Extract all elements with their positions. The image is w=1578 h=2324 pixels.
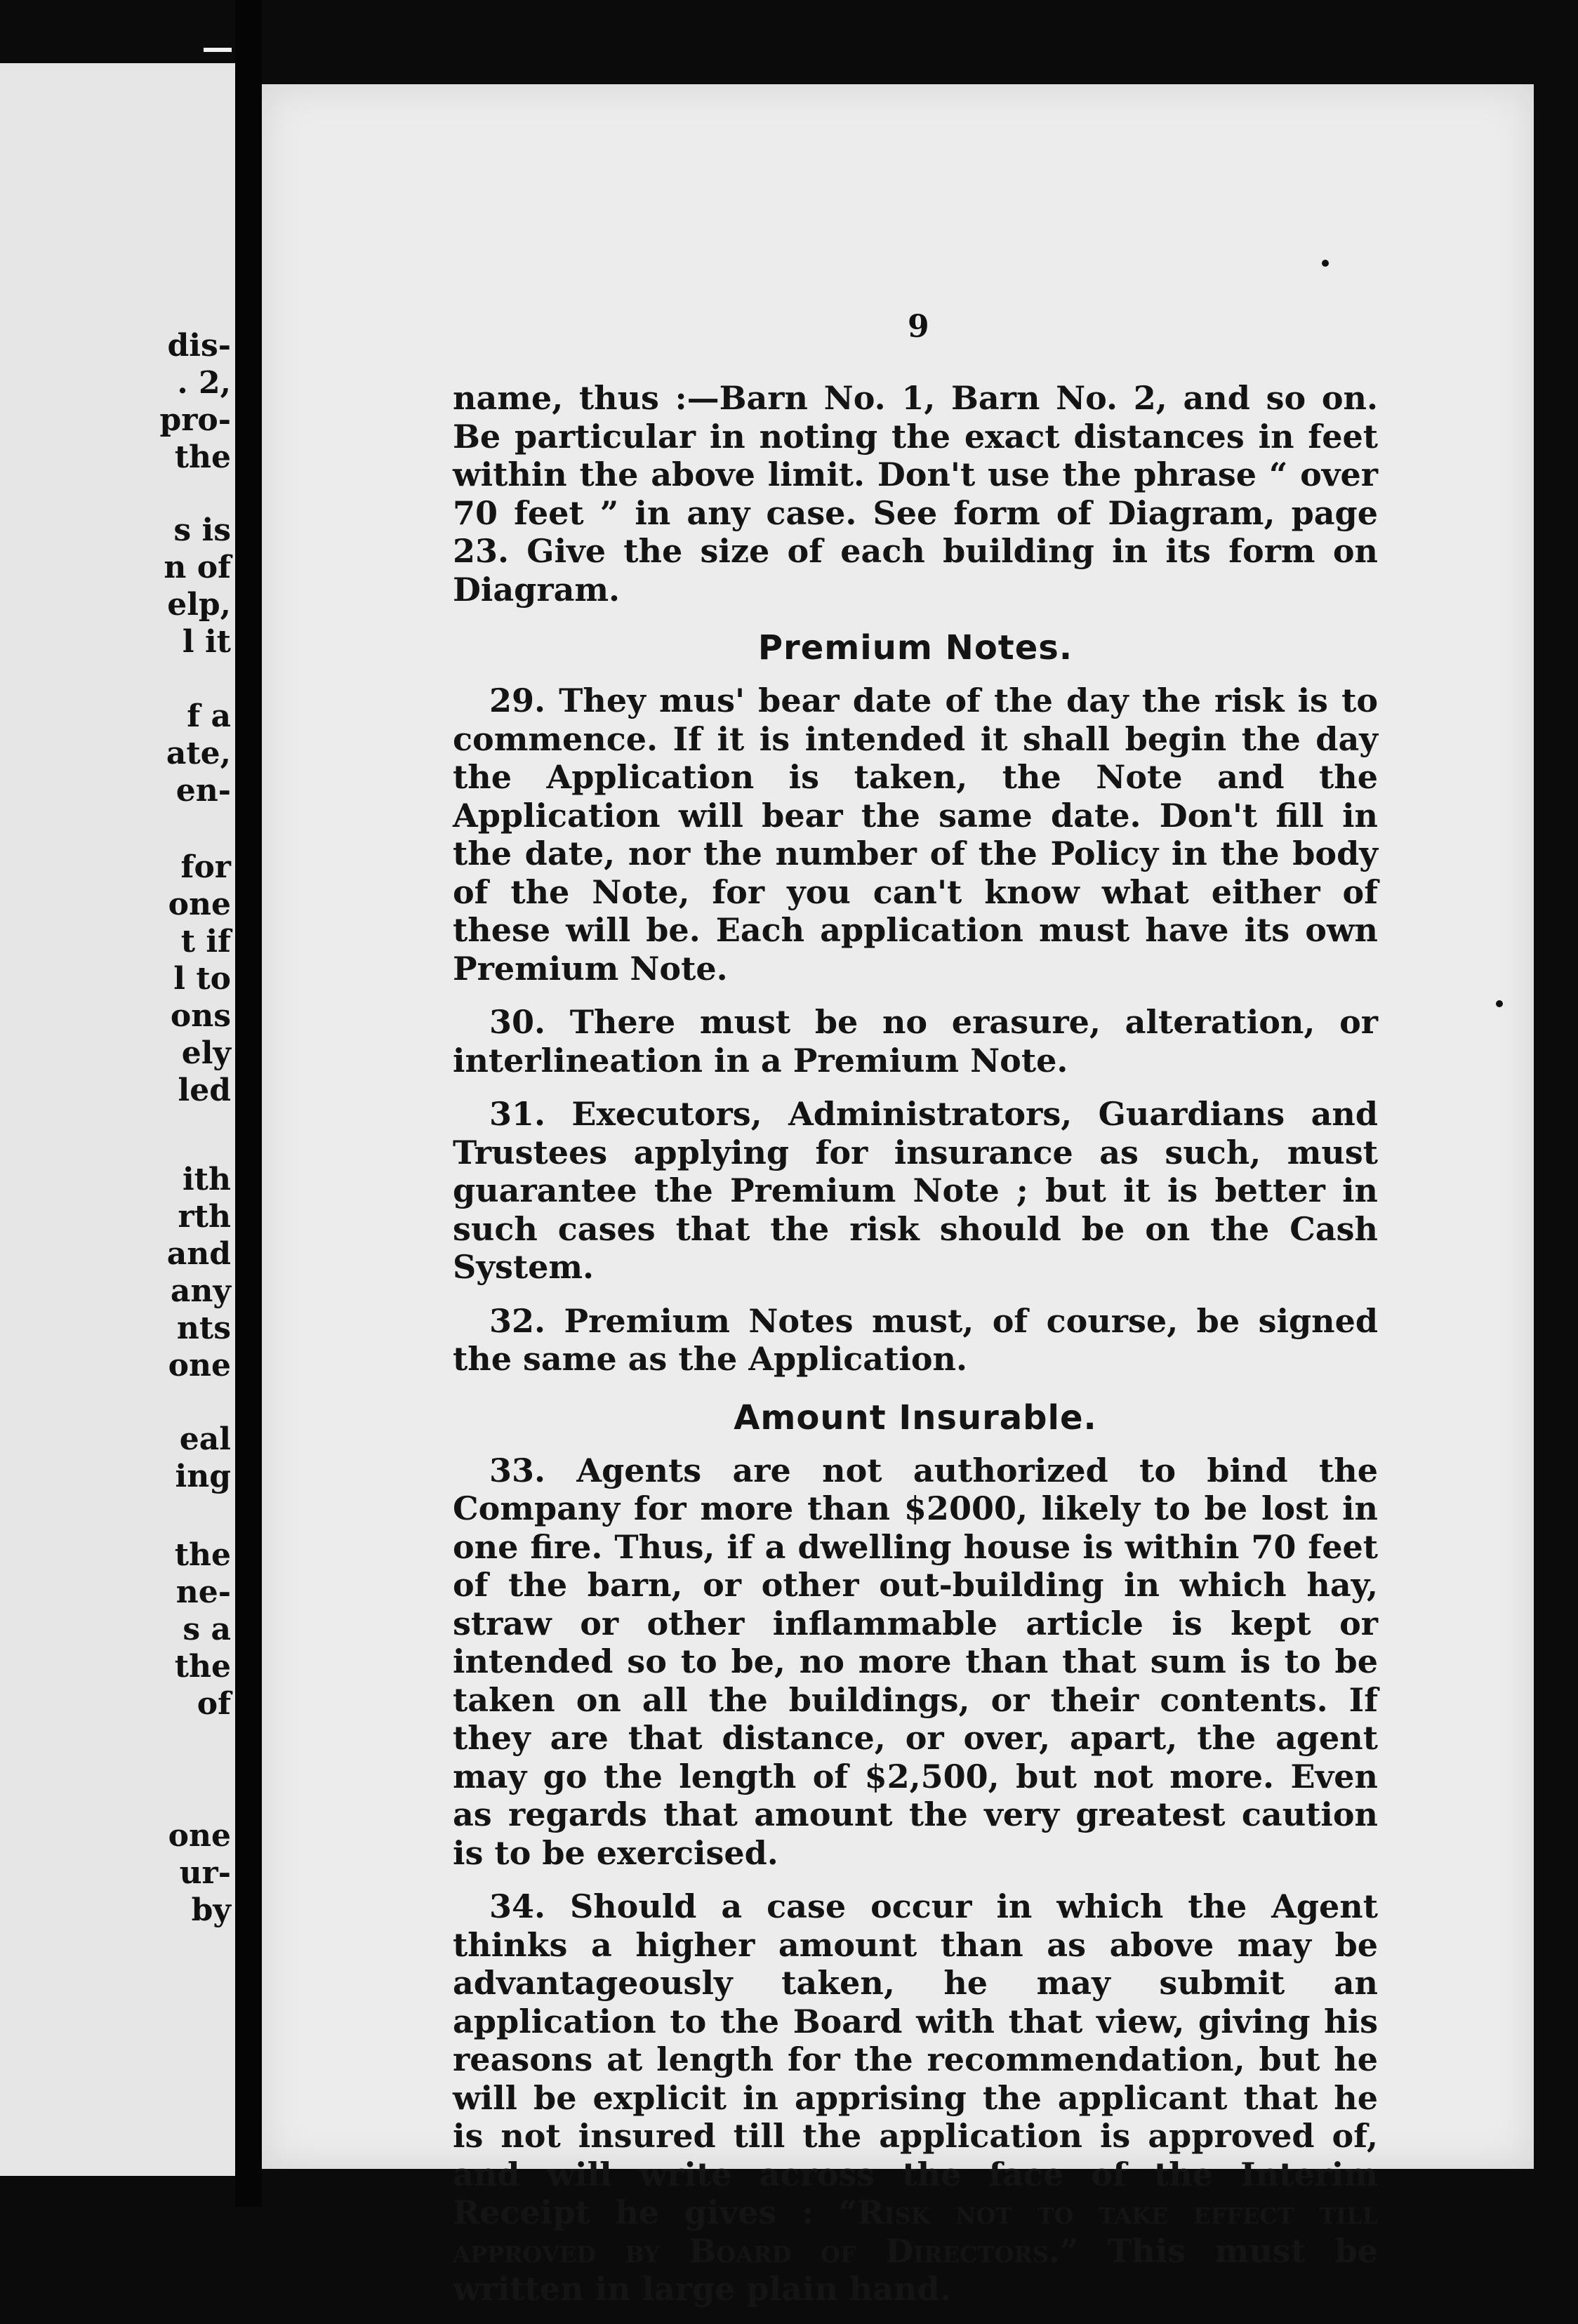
ink-speck [1496,1000,1503,1007]
paragraph-34-ending: ” This must be written in large plain hand. [453,2231,1379,2308]
facing-line: ons [170,998,231,1034]
page-number: 9 [908,309,929,345]
facing-line: ne- [175,1574,231,1610]
facing-line: one [168,1818,231,1854]
facing-line: ely [181,1035,231,1071]
scan-mark [204,48,232,52]
facing-line: the [174,439,231,475]
facing-line: dis- [167,328,231,364]
facing-line: the [174,1649,231,1685]
page-body [453,309,1378,2324]
paragraph-31: 31. Executors, Administrators, Guardians and Trustees applying for insurance as such, must guarantee the Premium Note ; but it is better in such cases that the risk should be on the Cash System. [453,1095,1378,1286]
facing-line: elp, [167,587,231,623]
paragraph-33: 33. Agents are not authorized to bind the Company for more than $2000, likely to be lost in one fire. Thus, if a dwelling house is within 70 feet of the barn, or other out-building in which hay, straw or other inflammable article is kept or intended so to be, no more than that sum is to be taken on all the buildings, or their contents. If they are that distance, or over, apart, the agent may go the length of $2,500, but not more. Even as regards that amount the very greatest caution is to be exercised. [453,1451,1378,1872]
facing-line: nts [176,1310,231,1346]
facing-line: for [180,849,231,885]
ink-speck [1322,260,1329,267]
facing-line: n of [164,550,231,585]
facing-line: ate, [166,736,231,771]
document-page [262,84,1534,2308]
intro-paragraph: name, thus :—Barn No. 1, Barn No. 2, and so on. Be particular in noting the exact distances in feet within the above limit. Don't use the phrase “ over 70 feet ” in any case. See form of Diagram, page 23. Give the size of each building in its form on Diagram. [453,379,1378,609]
book-gutter [235,0,262,2207]
facing-line: ur- [179,1855,231,1891]
facing-line: eal [179,1421,231,1457]
paragraph-32: 32. Premium Notes must, of course, be signed the same as the Application. [453,1301,1378,1378]
facing-line: t if [180,924,231,960]
facing-line: by [191,1892,231,1928]
facing-line: en- [175,773,231,809]
paragraph-30: 30. There must be no erasure, alteration, or interlineation in a Premium Note. [453,1003,1378,1080]
facing-line: of [197,1686,231,1722]
facing-line: and [166,1236,231,1272]
facing-line: l to [173,961,231,997]
facing-line: one [168,887,231,922]
facing-line: rth [178,1199,231,1235]
facing-line: the [174,1537,231,1573]
facing-line: any [170,1273,231,1309]
facing-line: s is [173,512,231,548]
receipt-endorsement: Risk not to take effect till approved by Board of Directors. [453,2193,1378,2270]
paragraph-29: 29. They mus' bear date of the day the risk is to commence. If it is intended it shall begin the day the Application is taken, the Note and the Application will bear the same date. Don't fill in the date, nor the number of the Policy in the body of the Note, for you can't know what either of these will be. Each application must have its own Premium Note. [453,682,1378,988]
facing-line: f a [187,698,231,734]
facing-line: ith [182,1162,231,1197]
facing-line: one [168,1348,231,1383]
paragraph-34-text: 34. Should a case occur in which the Agent thinks a higher amount than as above may be advantageously taken, he may submit an application to the Board with that view, giving his reasons at length for the recommendation, but he will be explicit in apprising the applicant that he is not insured till the application is approved of, and will write across the face of the Interim Receipt he gives : “ [453,1887,1378,2231]
section-heading-premium-notes: Premium Notes. [757,628,1073,668]
facing-line: led [178,1073,231,1108]
facing-line: ing [175,1459,231,1494]
facing-line: s a [183,1612,231,1647]
facing-page [0,63,235,2176]
facing-line: l it [182,624,231,660]
paragraph-34 [453,1887,1378,2309]
facing-line: . 2, [177,365,231,401]
section-heading-amount-insurable: Amount Insurable. [734,1397,1097,1437]
facing-line: pro- [159,402,231,438]
